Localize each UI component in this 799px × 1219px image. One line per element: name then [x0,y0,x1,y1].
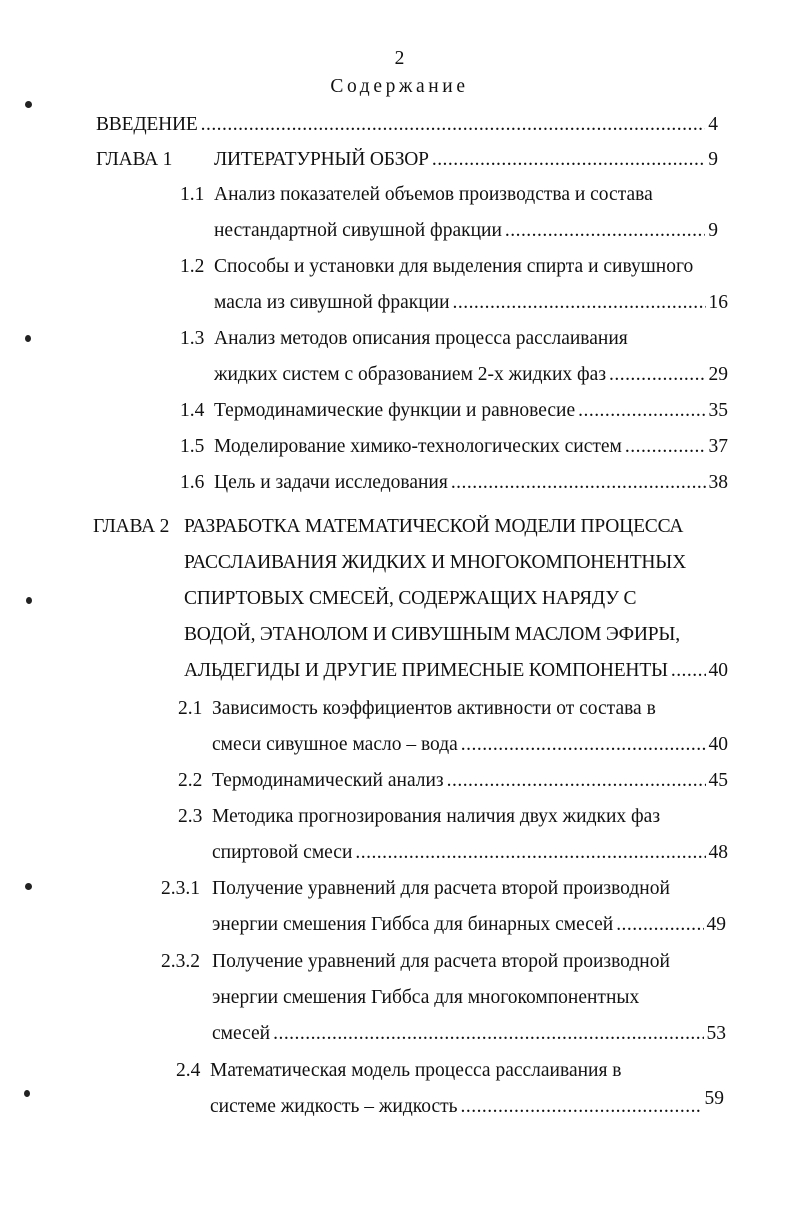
toc-entry-page: 9 [708,220,718,241]
section-title: Термодинамический анализ [212,770,444,791]
chapter-number: ГЛАВА 2 [93,516,170,537]
section-title-cont: энергии смешения Гиббса для бинарных смесей [212,914,614,935]
toc-entry-page: 37 [708,436,728,457]
section-title: Получение уравнений для расчета второй производной [212,878,670,899]
section-title: Цель и задачи исследования [214,472,448,493]
section-title-cont: жидких систем с образованием 2-х жидких фаз [214,364,607,385]
section-title: Зависимость коэффициентов активности от состава в [212,698,656,719]
toc-entry-2-3-2 [212,1022,726,1046]
chapter-number: ГЛАВА 1 [96,149,173,170]
leader-dots [447,769,706,793]
section-number: 2.2 [178,770,203,791]
toc-entry-chapter-1 [214,148,718,172]
binder-hole-mark [24,1090,30,1097]
chapter-title-line: РАЗРАБОТКА МАТЕМАТИЧЕСКОЙ МОДЕЛИ ПРОЦЕССА [184,516,684,537]
section-title-cont: нестандартной сивушной фракции [214,220,502,241]
chapter-title-line: ВОДОЙ, ЭТАНОЛОМ И СИВУШНЫМ МАСЛОМ ЭФИРЫ, [184,624,680,645]
toc-entry-page: 49 [706,914,726,935]
toc-entry-label: ЛИТЕРАТУРНЫЙ ОБЗОР [214,149,429,170]
chapter-title-line: АЛЬДЕГИДЫ И ДРУГИЕ ПРИМЕСНЫЕ КОМПОНЕНТЫ [184,660,668,681]
toc-entry-2-3-1 [212,913,726,937]
section-number: 2.3.2 [161,951,200,972]
toc-entry-page: 59 [704,1088,724,1109]
toc-entry-page: 53 [706,1023,726,1044]
chapter-title-line: РАССЛАИВАНИЯ ЖИДКИХ И МНОГОКОМПОНЕНТНЫХ [184,552,686,573]
toc-entry-2-3 [212,841,728,865]
section-title: Анализ показателей объемов производства и состава [214,184,653,205]
binder-hole-mark [25,101,32,108]
section-title: Методика прогнозирования наличия двух жидких фаз [212,806,661,827]
section-title: Получение уравнений для расчета второй производной [212,951,670,972]
leader-dots [355,841,705,865]
section-number: 1.3 [180,328,205,349]
binder-hole-mark [25,883,32,890]
section-title-cont: смесей [212,1023,271,1044]
section-number: 1.4 [180,400,205,421]
section-number: 2.4 [176,1060,201,1081]
leader-dots [432,148,705,172]
leader-dots [616,913,703,937]
leader-dots [461,733,706,757]
toc-entry-1-5 [214,435,728,459]
section-number: 2.1 [178,698,203,719]
binder-hole-mark [26,597,32,604]
toc-entry-1-3 [214,363,728,387]
toc-entry-label: ВВЕДЕНИЕ [96,114,198,135]
toc-entry-2-2 [212,769,728,793]
toc-entry-1-4 [214,399,728,423]
page-title: Содержание [330,76,469,97]
toc-entry-page: 4 [708,114,718,135]
binder-hole-mark [25,335,31,342]
section-title-cont: энергии смешения Гиббса для многокомпонентных [212,987,640,1008]
toc-entry-2-4 [210,1088,724,1119]
toc-entry-page: 16 [708,292,728,313]
toc-entry-page: 48 [708,842,728,863]
leader-dots [671,659,706,683]
leader-dots [201,113,706,137]
section-number: 2.3.1 [161,878,200,899]
leader-dots [609,363,705,387]
leader-dots [505,219,705,243]
toc-entry-intro [96,113,718,137]
section-number: 1.1 [180,184,205,205]
leader-dots [461,1095,702,1119]
section-title-cont: системе жидкость – жидкость [210,1096,458,1117]
toc-entry-page: 29 [708,364,728,385]
leader-dots [273,1022,703,1046]
chapter-title-line: СПИРТОВЫХ СМЕСЕЙ, СОДЕРЖАЩИХ НАРЯДУ С [184,588,637,609]
page-number: 2 [394,48,405,69]
toc-entry-page: 40 [708,734,728,755]
section-title-cont: спиртовой смеси [212,842,353,863]
section-number: 1.5 [180,436,205,457]
toc-entry-page: 45 [708,770,728,791]
toc-entry-1-1 [214,219,718,243]
toc-entry-page: 9 [708,149,718,170]
leader-dots [578,399,705,423]
leader-dots [451,471,706,495]
section-title: Термодинамические функции и равновесие [214,400,576,421]
section-title: Анализ методов описания процесса расслаивания [214,328,628,349]
toc-entry-chapter-2 [184,659,728,683]
section-number: 1.2 [180,256,205,277]
toc-entry-1-6 [214,471,728,495]
toc-entry-page: 35 [708,400,728,421]
section-title-cont: масла из сивушной фракции [214,292,450,313]
section-number: 2.3 [178,806,203,827]
leader-dots [625,435,706,459]
toc-entry-page: 40 [708,660,728,681]
section-title-cont: смеси сивушное масло – вода [212,734,458,755]
section-title: Способы и установки для выделения спирта и сивушного [214,256,694,277]
toc-entry-1-2 [214,291,728,315]
toc-entry-page: 38 [708,472,728,493]
section-title: Моделирование химико-технологических систем [214,436,622,457]
section-title: Математическая модель процесса расслаивания в [210,1060,622,1081]
toc-entry-2-1 [212,733,728,757]
leader-dots [453,291,706,315]
section-number: 1.6 [180,472,205,493]
